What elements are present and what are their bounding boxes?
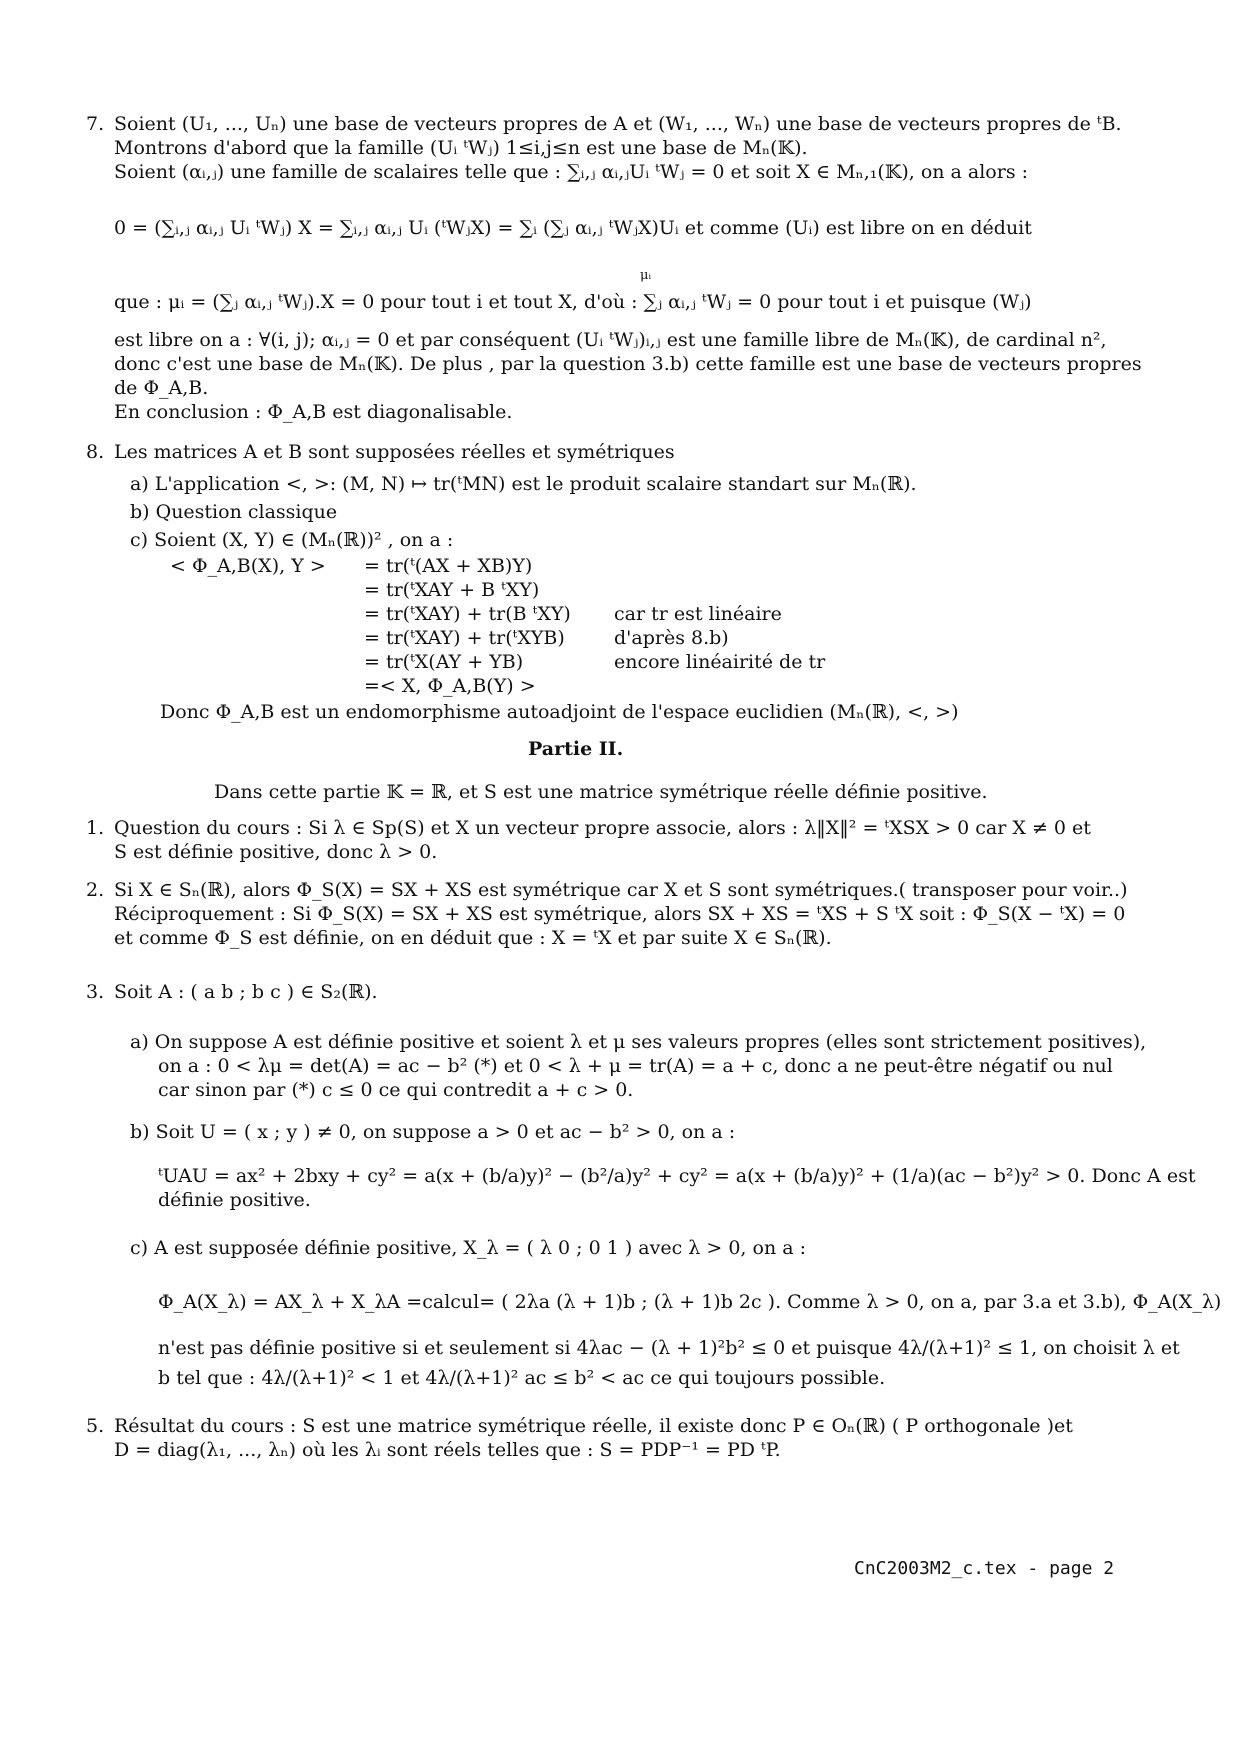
item-8-eq-rhs-4: = tr(ᵗXAY) + tr(ᵗXYB) xyxy=(364,627,565,649)
q3-a-line-1: a) On suppose A est définie positive et soient λ et μ ses valeurs propres (elles sont strictement positives), xyxy=(130,1031,1147,1053)
q5-line-2: D = diag(λ₁, ..., λₙ) où les λᵢ sont réels telles que : S = PDP⁻¹ = PD ᵗP. xyxy=(114,1439,781,1461)
item-7-conclusion: En conclusion : Φ_A,B est diagonalisable. xyxy=(114,401,513,423)
q3-a-line-3: car sinon par (*) c ≤ 0 ce qui contredit a + c > 0. xyxy=(158,1079,634,1101)
q3-b-line-2: ᵗUAU = ax² + 2bxy + cy² = a(x + (b/a)y)² − (b²/a)y² + cy² = a(x + (b/a)y)² + (1/a)(ac − b²)y² > 0. Donc A est xyxy=(158,1165,1196,1187)
item-8-c: c) Soient (X, Y) ∈ (Mₙ(ℝ))² , on a : xyxy=(130,529,454,551)
item-8-eq-rhs-3: = tr(ᵗXAY) + tr(B ᵗXY) xyxy=(364,603,571,625)
item-8-number: 8. xyxy=(86,441,105,463)
item-8-eq-rhs-6: =< X, Φ_A,B(Y) > xyxy=(364,675,536,697)
item-8-eq-note-4: d'après 8.b) xyxy=(614,627,729,649)
q3-intro: Soit A : ( a b ; b c ) ∈ S₂(ℝ). xyxy=(114,981,378,1003)
item-7-equation: 0 = (∑ᵢ,ⱼ αᵢ,ⱼ Uᵢ ᵗWⱼ) X = ∑ᵢ,ⱼ αᵢ,ⱼ Uᵢ (ᵗWⱼX) = ∑ᵢ (∑ⱼ αᵢ,ⱼ ᵗWⱼX)Uᵢ et comme (Uᵢ) est libre on en déduit xyxy=(114,217,1032,239)
item-7-line-1: Soient (U₁, ..., Uₙ) une base de vecteurs propres de A et (W₁, ..., Wₙ) une base de vecteurs propres de ᵗB. xyxy=(114,113,1122,135)
item-7-line-3: Soient (αᵢ,ⱼ) une famille de scalaires telle que : ∑ᵢ,ⱼ αᵢ,ⱼUᵢ ᵗWⱼ = 0 et soit X ∈ Mₙ,₁(𝕂), on a alors : xyxy=(114,161,1029,183)
item-8-eq-rhs-2: = tr(ᵗXAY + B ᵗXY) xyxy=(364,579,540,601)
item-7-number: 7. xyxy=(86,113,105,135)
item-7-line-7: donc c'est une base de Mₙ(𝕂). De plus , par la question 3.b) cette famille est une base de vecteurs propres xyxy=(114,353,1142,375)
partie-2-intro: Dans cette partie 𝕂 = ℝ, et S est une matrice symétrique réelle définie positive. xyxy=(214,781,988,803)
q3-number: 3. xyxy=(86,981,105,1003)
q3-c-line-2: Φ_A(X_λ) = AX_λ + X_λA =calcul= ( 2λa (λ + 1)b ; (λ + 1)b 2c ). Comme λ > 0, on a, par 3.a et 3.b), Φ_A(X_λ) xyxy=(158,1291,1222,1313)
item-7-mu-label: μᵢ xyxy=(640,268,652,283)
q2-line-3: et comme Φ_S est définie, on en déduit que : X = ᵗX et par suite X ∈ Sₙ(ℝ). xyxy=(114,927,832,949)
q1-line-2: S est définie positive, donc λ > 0. xyxy=(114,841,438,863)
item-8-conclusion: Donc Φ_A,B est un endomorphisme autoadjoint de l'espace euclidien (Mₙ(ℝ), <, >) xyxy=(160,701,959,723)
item-8-eq-rhs-5: = tr(ᵗX(AY + YB) xyxy=(364,651,524,673)
item-8-a: a) L'application <, >: (M, N) ↦ tr(ᵗMN) est le produit scalaire standart sur Mₙ(ℝ). xyxy=(130,473,917,495)
q5-number: 5. xyxy=(86,1415,105,1437)
q3-b-line-3: définie positive. xyxy=(158,1189,311,1211)
item-7-line-6: est libre on a : ∀(i, j); αᵢ,ⱼ = 0 et par conséquent (Uᵢ ᵗWⱼ)ᵢ,ⱼ est une famille libre de Mₙ(𝕂), de cardinal n², xyxy=(114,329,1107,351)
item-8-eq-rhs-1: = tr(ᵗ(AX + XB)Y) xyxy=(364,555,533,577)
item-7-line-2: Montrons d'abord que la famille (Uᵢ ᵗWⱼ) 1≤i,j≤n est une base de Mₙ(𝕂). xyxy=(114,137,808,159)
section-title: Partie II. xyxy=(528,738,624,760)
page-footer: CnC2003M2_c.tex - page 2 xyxy=(854,1558,1115,1579)
q2-line-2: Réciproquement : Si Φ_S(X) = SX + XS est symétrique, alors SX + XS = ᵗXS + S ᵗX soit : Φ_S(X − ᵗX) = 0 xyxy=(114,903,1126,925)
item-8-eq-lhs: < Φ_A,B(X), Y > xyxy=(170,555,326,577)
q3-b-line-1: b) Soit U = ( x ; y ) ≠ 0, on suppose a > 0 et ac − b² > 0, on a : xyxy=(130,1121,736,1143)
item-7-line-8: de Φ_A,B. xyxy=(114,377,209,399)
q2-line-1: Si X ∈ Sₙ(ℝ), alors Φ_S(X) = SX + XS est symétrique car X et S sont symétriques.( transposer pour voir..) xyxy=(114,879,1128,901)
q3-c-line-1: c) A est supposée définie positive, X_λ = ( λ 0 ; 0 1 ) avec λ > 0, on a : xyxy=(130,1237,806,1259)
q5-line-1: Résultat du cours : S est une matrice symétrique réelle, il existe donc P ∈ Oₙ(ℝ) ( P orthogonale )et xyxy=(114,1415,1073,1437)
item-8-eq-note-3: car tr est linéaire xyxy=(614,603,782,625)
item-8-b: b) Question classique xyxy=(130,501,338,523)
q1-number: 1. xyxy=(86,817,105,839)
q2-number: 2. xyxy=(86,879,105,901)
q3-a-line-2: on a : 0 < λμ = det(A) = ac − b² (*) et 0 < λ + μ = tr(A) = a + c, donc a ne peut-être négatif ou nul xyxy=(158,1055,1113,1077)
q3-c-line-4: b tel que : 4λ/(λ+1)² < 1 et 4λ/(λ+1)² ac ≤ b² < ac ce qui toujours possible. xyxy=(158,1367,886,1389)
item-8-eq-note-5: encore linéairité de tr xyxy=(614,651,826,673)
item-7-line-5: que : μᵢ = (∑ⱼ αᵢ,ⱼ ᵗWⱼ).X = 0 pour tout i et tout X, d'où : ∑ⱼ αᵢ,ⱼ ᵗWⱼ = 0 pour tout i et puisque (Wⱼ) xyxy=(114,291,1032,313)
q3-c-line-3: n'est pas définie positive si et seulement si 4λac − (λ + 1)²b² ≤ 0 et puisque 4λ/(λ+1)² ≤ 1, on choisit λ et xyxy=(158,1337,1180,1359)
item-8-intro: Les matrices A et B sont supposées réelles et symétriques xyxy=(114,441,675,463)
q1-line-1: Question du cours : Si λ ∈ Sp(S) et X un vecteur propre associe, alors : λ‖X‖² = ᵗXSX > 0 car X ≠ 0 et xyxy=(114,817,1091,839)
